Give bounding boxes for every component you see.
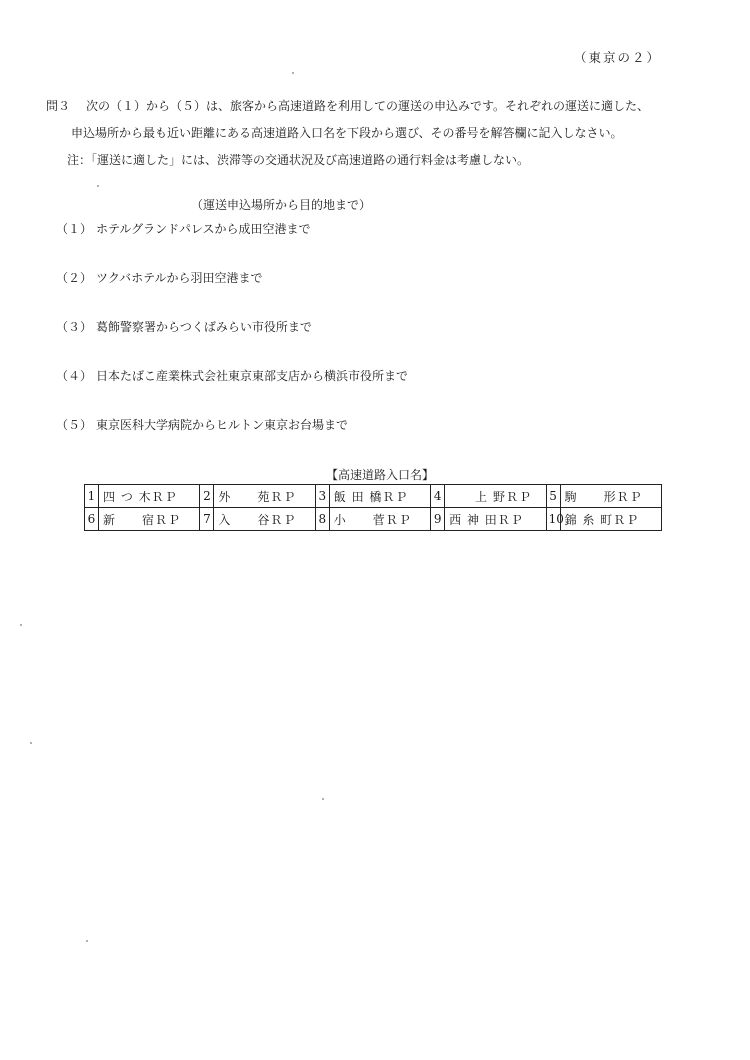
entry-number: 10 <box>546 508 560 531</box>
question-text-line-2: 申込場所から最も近い距離にある高速道路入口名を下段から選び、その番号を解答欄に記入しなさい。 <box>71 126 623 140</box>
entry-number: 1 <box>85 485 99 508</box>
question-text-line-1: 次の（１）から（５）は、旅客から高速道路を利用しての運送の申込みです。それぞれの運送に適した、 <box>86 99 650 113</box>
item-number: （４） <box>56 369 93 383</box>
page-header-tag: （東京の２） <box>574 50 662 65</box>
item-text: 東京医科大学病院からヒルトン東京お台場まで <box>96 418 349 432</box>
list-item <box>56 416 348 433</box>
entry-name: 西 神 田ＲＰ <box>445 508 546 531</box>
table-caption: 【高速道路入口名】 <box>326 468 435 482</box>
entry-number: 6 <box>85 508 99 531</box>
entry-number: 2 <box>200 485 214 508</box>
list-item <box>56 367 408 384</box>
entry-number: 3 <box>315 485 329 508</box>
item-text: 日本たばこ産業株式会社東京東部支店から横浜市役所まで <box>96 369 409 383</box>
entry-name: 飯 田 橋ＲＰ <box>329 485 430 508</box>
scan-speck <box>322 798 324 800</box>
scan-speck <box>20 624 22 626</box>
entry-name: 外 苑ＲＰ <box>214 485 315 508</box>
table-row <box>85 485 662 508</box>
entry-name: 入 谷ＲＰ <box>214 508 315 531</box>
entry-name: 新 宿ＲＰ <box>99 508 200 531</box>
list-item <box>56 318 312 335</box>
entry-number: 5 <box>546 485 560 508</box>
item-number: （５） <box>56 418 93 432</box>
scan-speck <box>97 185 99 187</box>
entry-number: 4 <box>431 485 445 508</box>
scan-speck <box>292 72 294 74</box>
entry-name: 四 つ 木ＲＰ <box>99 485 200 508</box>
entry-name: 錦 糸 町ＲＰ <box>560 508 661 531</box>
list-item <box>56 269 263 286</box>
entry-name: 上 野ＲＰ <box>445 485 546 508</box>
entry-name: 駒 形ＲＰ <box>560 485 661 508</box>
entry-number: 7 <box>200 508 214 531</box>
item-text: 葛飾警察署からつくばみらい市役所まで <box>96 320 312 334</box>
question-note: 注：「運送に適した」には、渋滞等の交通状況及び高速道路の通行料金は考慮しない。 <box>67 153 530 167</box>
item-number: （３） <box>56 320 93 334</box>
table-row <box>85 508 662 531</box>
question-label: 問３ <box>46 99 71 113</box>
item-text: ツクバホテルから羽田空港まで <box>96 271 263 285</box>
items-subheading: （運送申込場所から目的地まで） <box>191 198 372 212</box>
list-item <box>56 220 311 237</box>
scan-speck <box>30 742 32 744</box>
item-text: ホテルグランドパレスから成田空港まで <box>96 222 311 236</box>
entry-number: 9 <box>431 508 445 531</box>
item-number: （１） <box>56 222 93 236</box>
entry-number: 8 <box>315 508 329 531</box>
item-number: （２） <box>56 271 93 285</box>
interchange-table <box>84 484 662 531</box>
entry-name: 小 菅ＲＰ <box>329 508 430 531</box>
scan-speck <box>86 940 88 942</box>
